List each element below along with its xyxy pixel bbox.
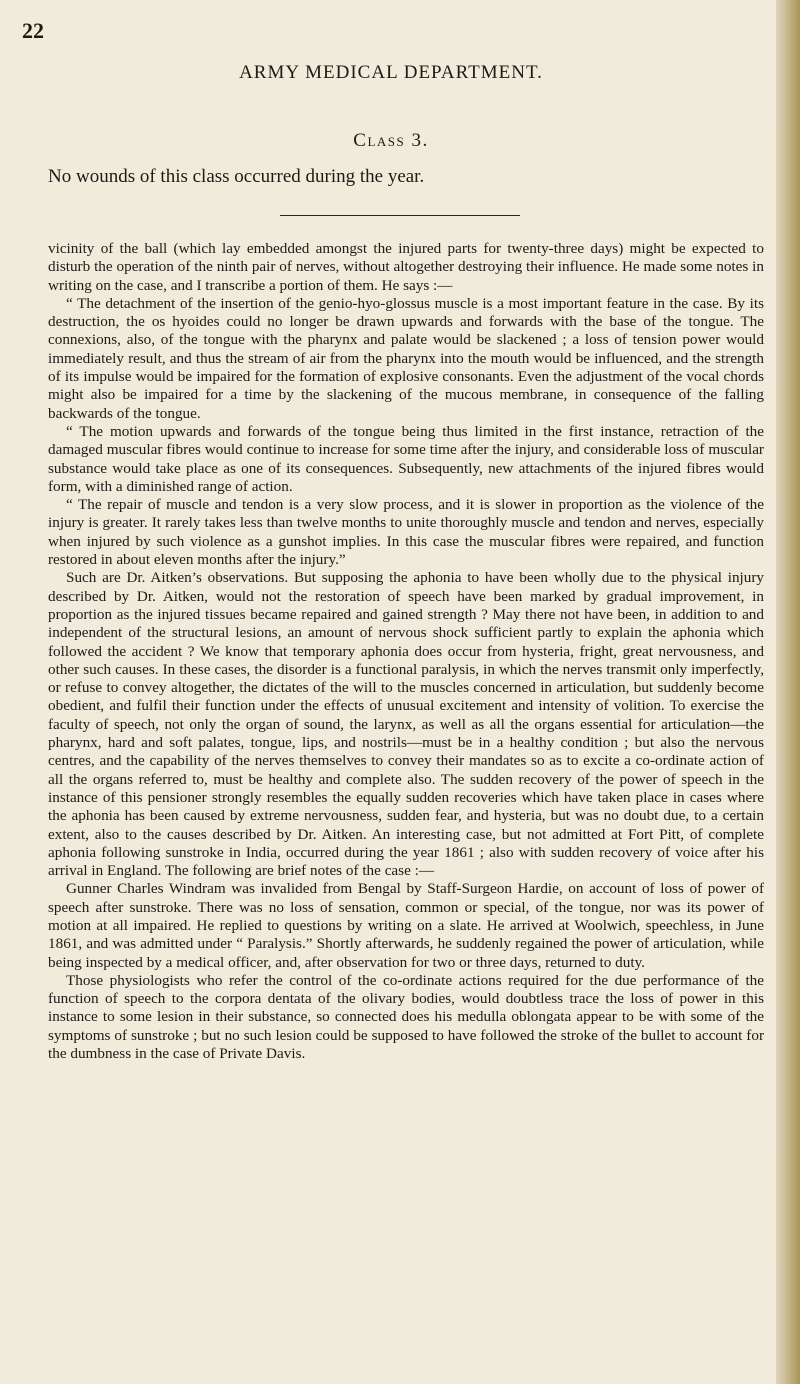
class-heading: Class 3. — [353, 130, 429, 151]
quote-paragraph-detachment: “ The detachment of the insertion of the genio-hyo-glossus muscle is a most important feature in the case. By its destruction, the os hyoides could no longer be drawn upwards and forwards with the base of the tongue. The connexions, also, of the tongue with the pharynx and palate would be slackened ; a loss of tension power would immediately result, and thus the stream of air from the pharynx into the mouth would be influenced, and the strength of its impulse would be impaired for the formation of explosive consonants. Even the adjustment of the vocal chords might also be impaired for a time by the slackening of the mucous membrane, in consequence of the falling backwards of the tongue. — [48, 294, 764, 422]
body-text — [48, 240, 764, 1063]
page-number: 22 — [22, 18, 44, 43]
section-divider — [280, 215, 520, 216]
page-edge — [776, 0, 800, 1384]
paragraph-physiologists: Those physiologists who refer the control of the co-ordinate actions required for the due performance of the function of speech to the corpora dentata of the olivary bodies, would doubtless trace the loss of power in this instance to some lesion in their substance, so connected does his medulla oblongata appear to be with some of the symptoms of sunstroke ; but no such lesion could be supposed to have followed the stroke of the bullet to account for the dumbness in the case of Private Davis. — [48, 971, 764, 1063]
paragraph-continued: vicinity of the ball (which lay embedded amongst the injured parts for twenty-three days) might be expected to disturb the operation of the ninth pair of nerves, without altogether destroying their influence. He made some notes in writing on the case, and I transcribe a portion of them. He says :— — [48, 240, 764, 294]
running-head: ARMY MEDICAL DEPARTMENT. — [239, 62, 543, 83]
quote-paragraph-motion: “ The motion upwards and forwards of the tongue being thus limited in the first instance, retraction of the damaged muscular fibres would continue to increase for some time after the injury, and considerable loss of muscular substance would take place as one of its consequences. Subsequently, new attachments of the injured fibres would form, with a diminished range of action. — [48, 422, 764, 495]
page-header — [0, 0, 782, 210]
quote-paragraph-repair: “ The repair of muscle and tendon is a very slow process, and it is slower in proportion as the violence of the injury is greater. It rarely takes less than twelve months to unite thoroughly muscle and tendon and nerves, especially when injured by such violence as a gunshot implies. In this case the muscular fibres were repaired, and function restored in about eleven months after the injury.” — [48, 496, 764, 569]
paragraph-case-notes: Gunner Charles Windram was invalided from Bengal by Staff-Surgeon Hardie, on account of loss of power of speech after sunstroke. There was no loss of sensation, common or special, of the tongue, nor was its power of motion at all impaired. He replied to questions by writing on a slate. He arrived at Woolwich, speechless, in June 1861, and was admitted under “ Paralysis.” Shortly afterwards, he suddenly regained the power of articulation, while being inspected by a medical officer, and, after observation for two or three days, returned to duty. — [48, 880, 764, 971]
class-note: No wounds of this class occurred during the year. — [48, 166, 425, 187]
paragraph-observations: Such are Dr. Aitken’s observations. But supposing the aphonia to have been wholly due to the physical injury described by Dr. Aitken, would not the restoration of speech have been marked by gradual improvement, in proportion as the injured tissues became repaired and gained strength ? May there not have been, in addition to and independent of the structural lesions, an amount of nervous shock sufficient partly to explain the aphonia which followed the accident ? We know that temporary aphonia does occur from hysteria, fright, great nervousness, and other such causes. In these cases, the disorder is a functional paralysis, in which the nerves transmit only imperfectly, or refuse to convey altogether, the dictates of the will to the muscles concerned in articulation, but suddenly become obedient, and fulfil their function under the effects of unusual excitement and intensity of volition. To exercise the faculty of speech, not only the organ of sound, the larynx, as well as all the organs essential for articulation—the pharynx, hard and soft palates, tongue, lips, and nostrils—must be in a healthy condition ; but also the nervous centres, and the capability of the nerves themselves to convey their mandates so as to excite a co-ordinate action of all the organs referred to, must be healthy and complete also. The sudden recovery of the power of speech in the instance of this pensioner strongly resembles the equally sudden recoveries which have taken place in cases where the aphonia has been caused by extreme nervousness, sudden fear, and hysteria, but was no doubt due, to a certain extent, also to the causes described by Dr. Aitken. An interesting case, but not admitted at Fort Pitt, of complete aphonia following sunstroke in India, occurred during the year 1861 ; also with sudden recovery of voice after his arrival in England. The following are brief notes of the case :— — [48, 569, 764, 880]
